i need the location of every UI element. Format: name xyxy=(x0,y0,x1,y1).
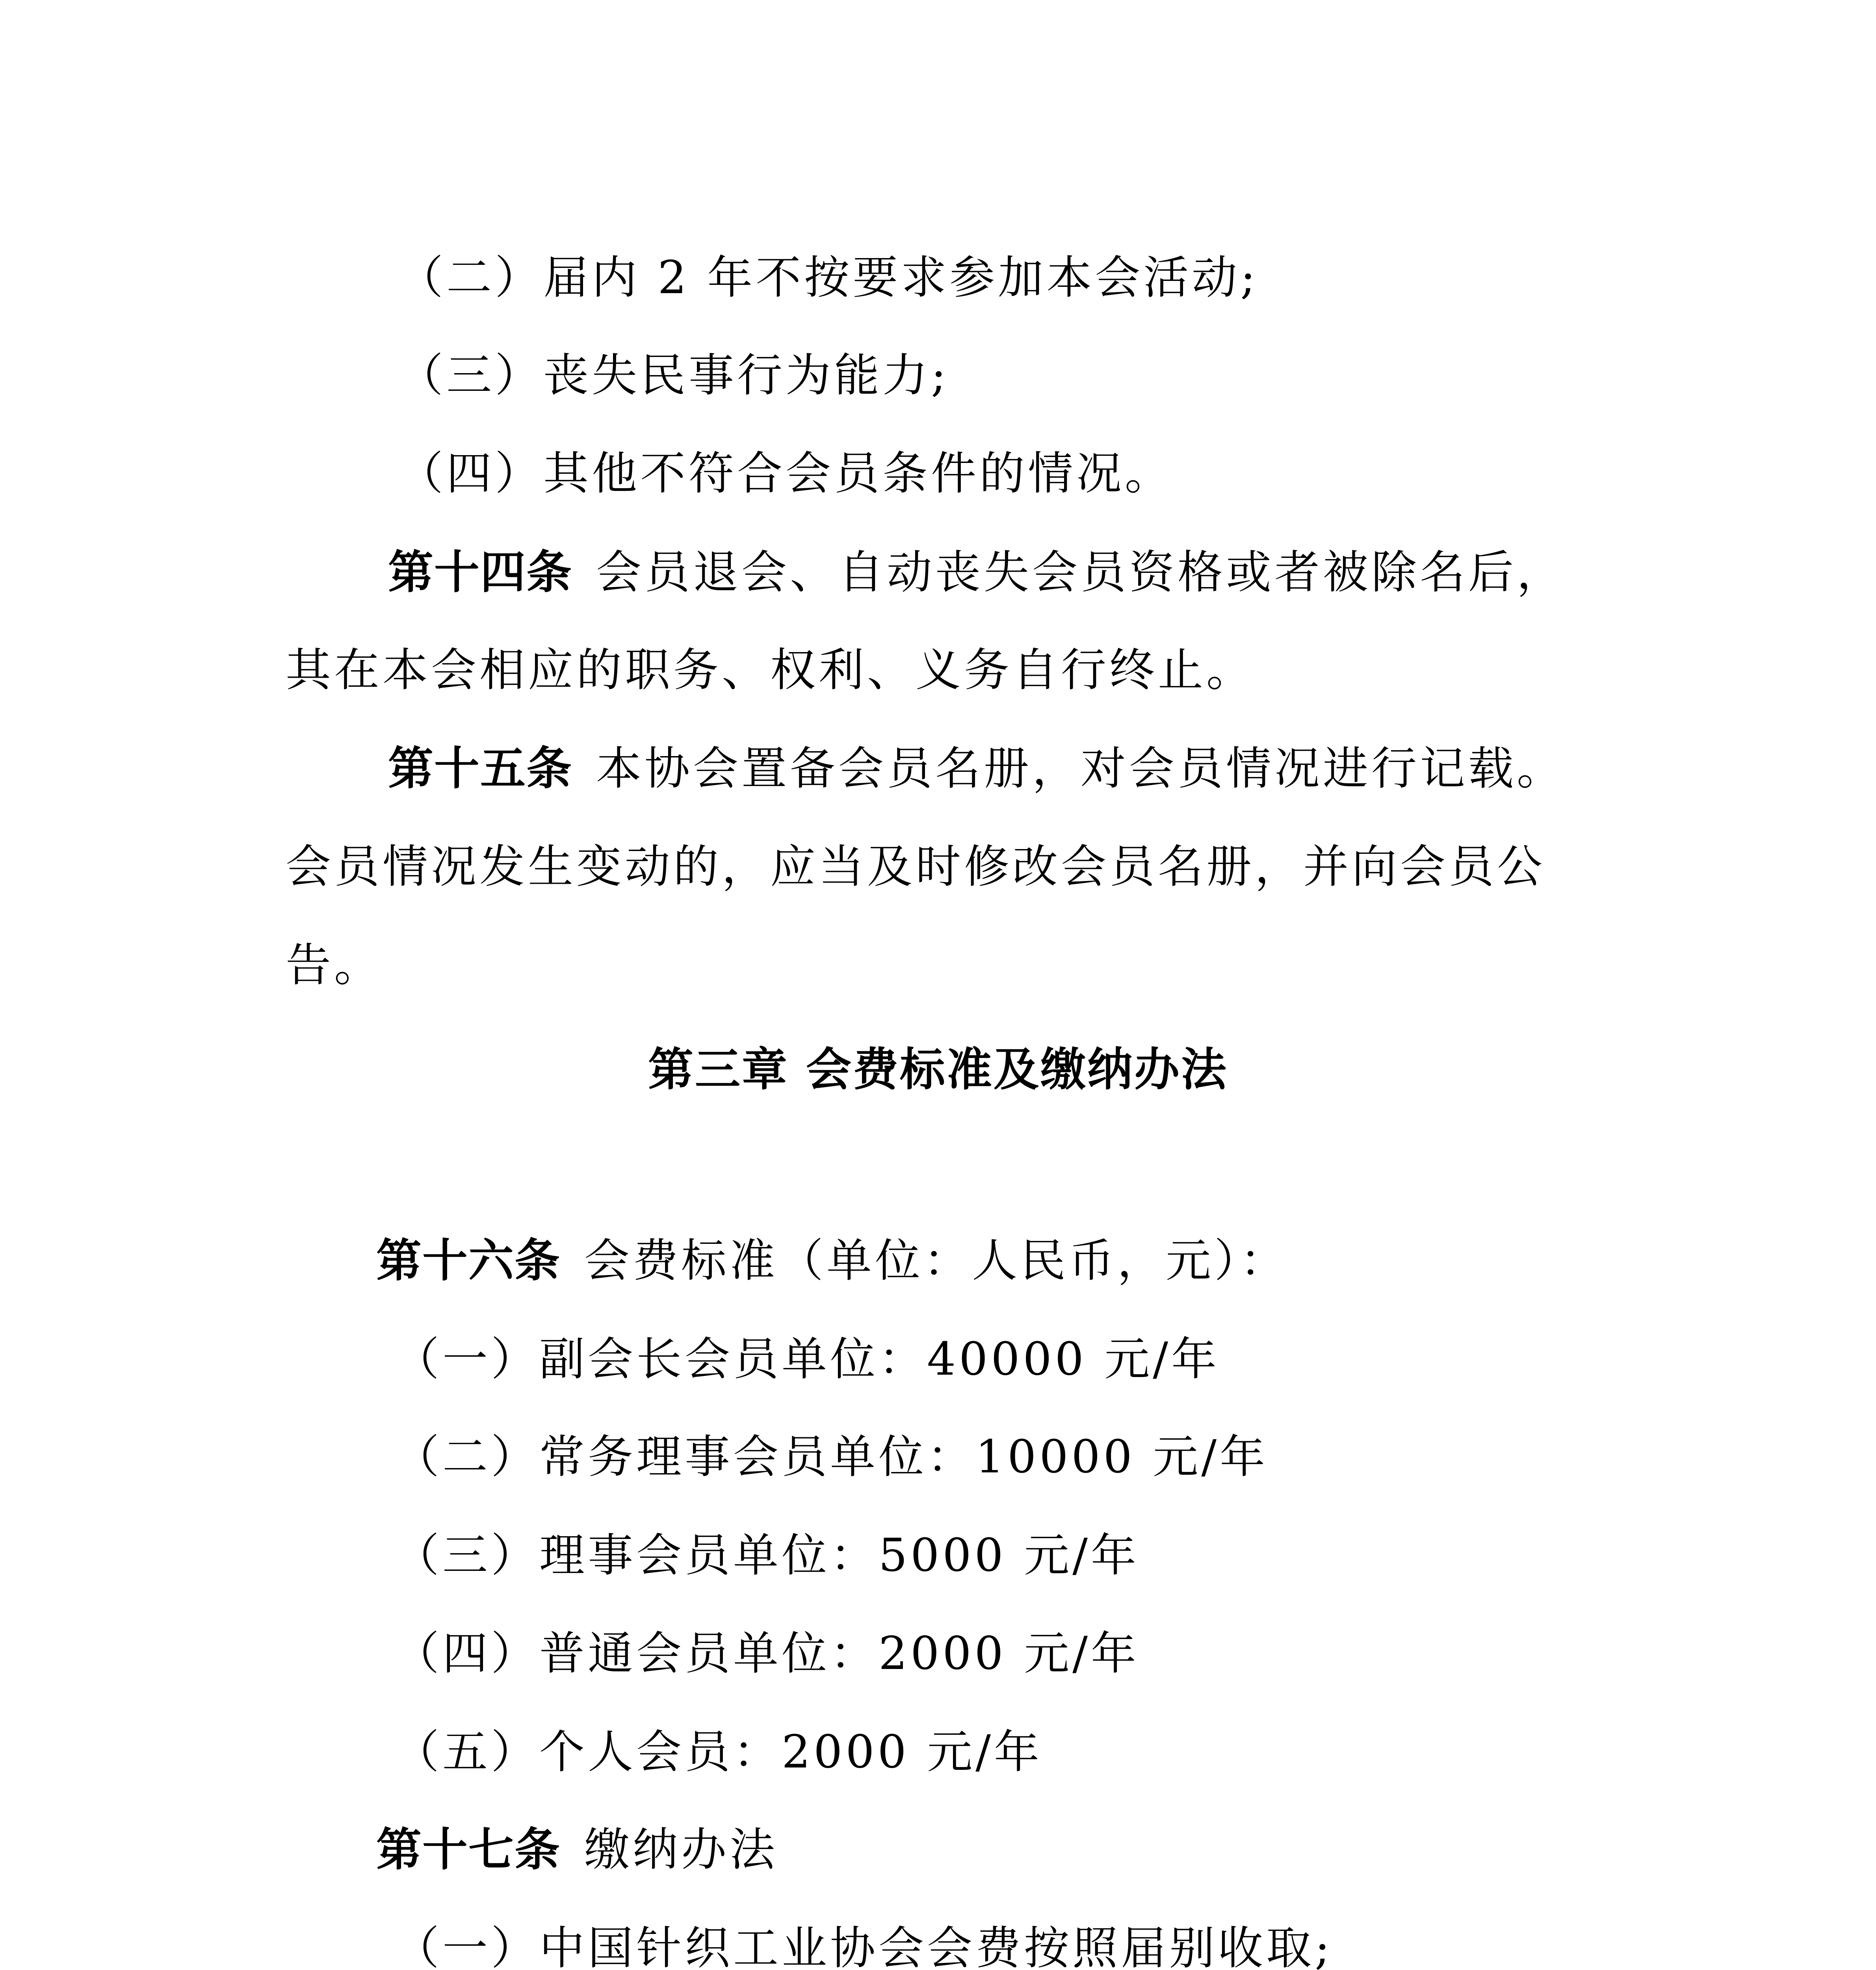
article-16-heading: 第十六条 xyxy=(376,1234,561,1287)
article-15-heading: 第十五条 xyxy=(388,742,573,795)
article-14-text-1: 会员退会、自动丧失会员资格或者被除名后， xyxy=(596,546,1566,599)
payment-item-1: （一）中国针织工业协会会费按照届别收取; xyxy=(394,1922,1333,1970)
list-item-2: （二）届内 2 年不按要求参加本会活动; xyxy=(398,251,1259,304)
article-15-text-1: 本协会置备会员名册，对会员情况进行记载。 xyxy=(596,742,1566,795)
article-17-heading: 第十七条 xyxy=(376,1823,561,1876)
chapter-title: 第三章 会费标准及缴纳办法 xyxy=(648,1043,1228,1096)
fee-item-3: （三）理事会员单位：5000 元/年 xyxy=(394,1529,1139,1582)
article-17-line-1 xyxy=(376,1824,778,1875)
article-14-line-1 xyxy=(388,547,1565,598)
article-16-line-1 xyxy=(376,1235,1289,1286)
fee-item-1: （一）副会长会员单位：40000 元/年 xyxy=(394,1333,1220,1386)
article-15-line-2: 会员情况发生变动的，应当及时修改会员名册，并向会员公 xyxy=(286,840,1546,893)
fee-item-5: （五）个人会员：2000 元/年 xyxy=(394,1726,1042,1779)
article-17-text: 缴纳办法 xyxy=(584,1823,778,1876)
article-15-line-1 xyxy=(388,743,1565,794)
list-item-3: （三）丧失民事行为能力; xyxy=(398,349,949,402)
article-15-line-3: 告。 xyxy=(286,939,383,992)
fee-item-2: （二）常务理事会员单位：10000 元/年 xyxy=(394,1431,1269,1483)
fee-item-4: （四）普通会员单位：2000 元/年 xyxy=(394,1627,1139,1680)
list-item-4: （四）其他不符合会员条件的情况。 xyxy=(398,447,1174,500)
article-16-text: 会费标准（单位：人民币，元）： xyxy=(584,1234,1289,1287)
article-14-line-2: 其在本会相应的职务、权利、义务自行终止。 xyxy=(286,644,1255,697)
article-14-heading: 第十四条 xyxy=(388,546,573,599)
